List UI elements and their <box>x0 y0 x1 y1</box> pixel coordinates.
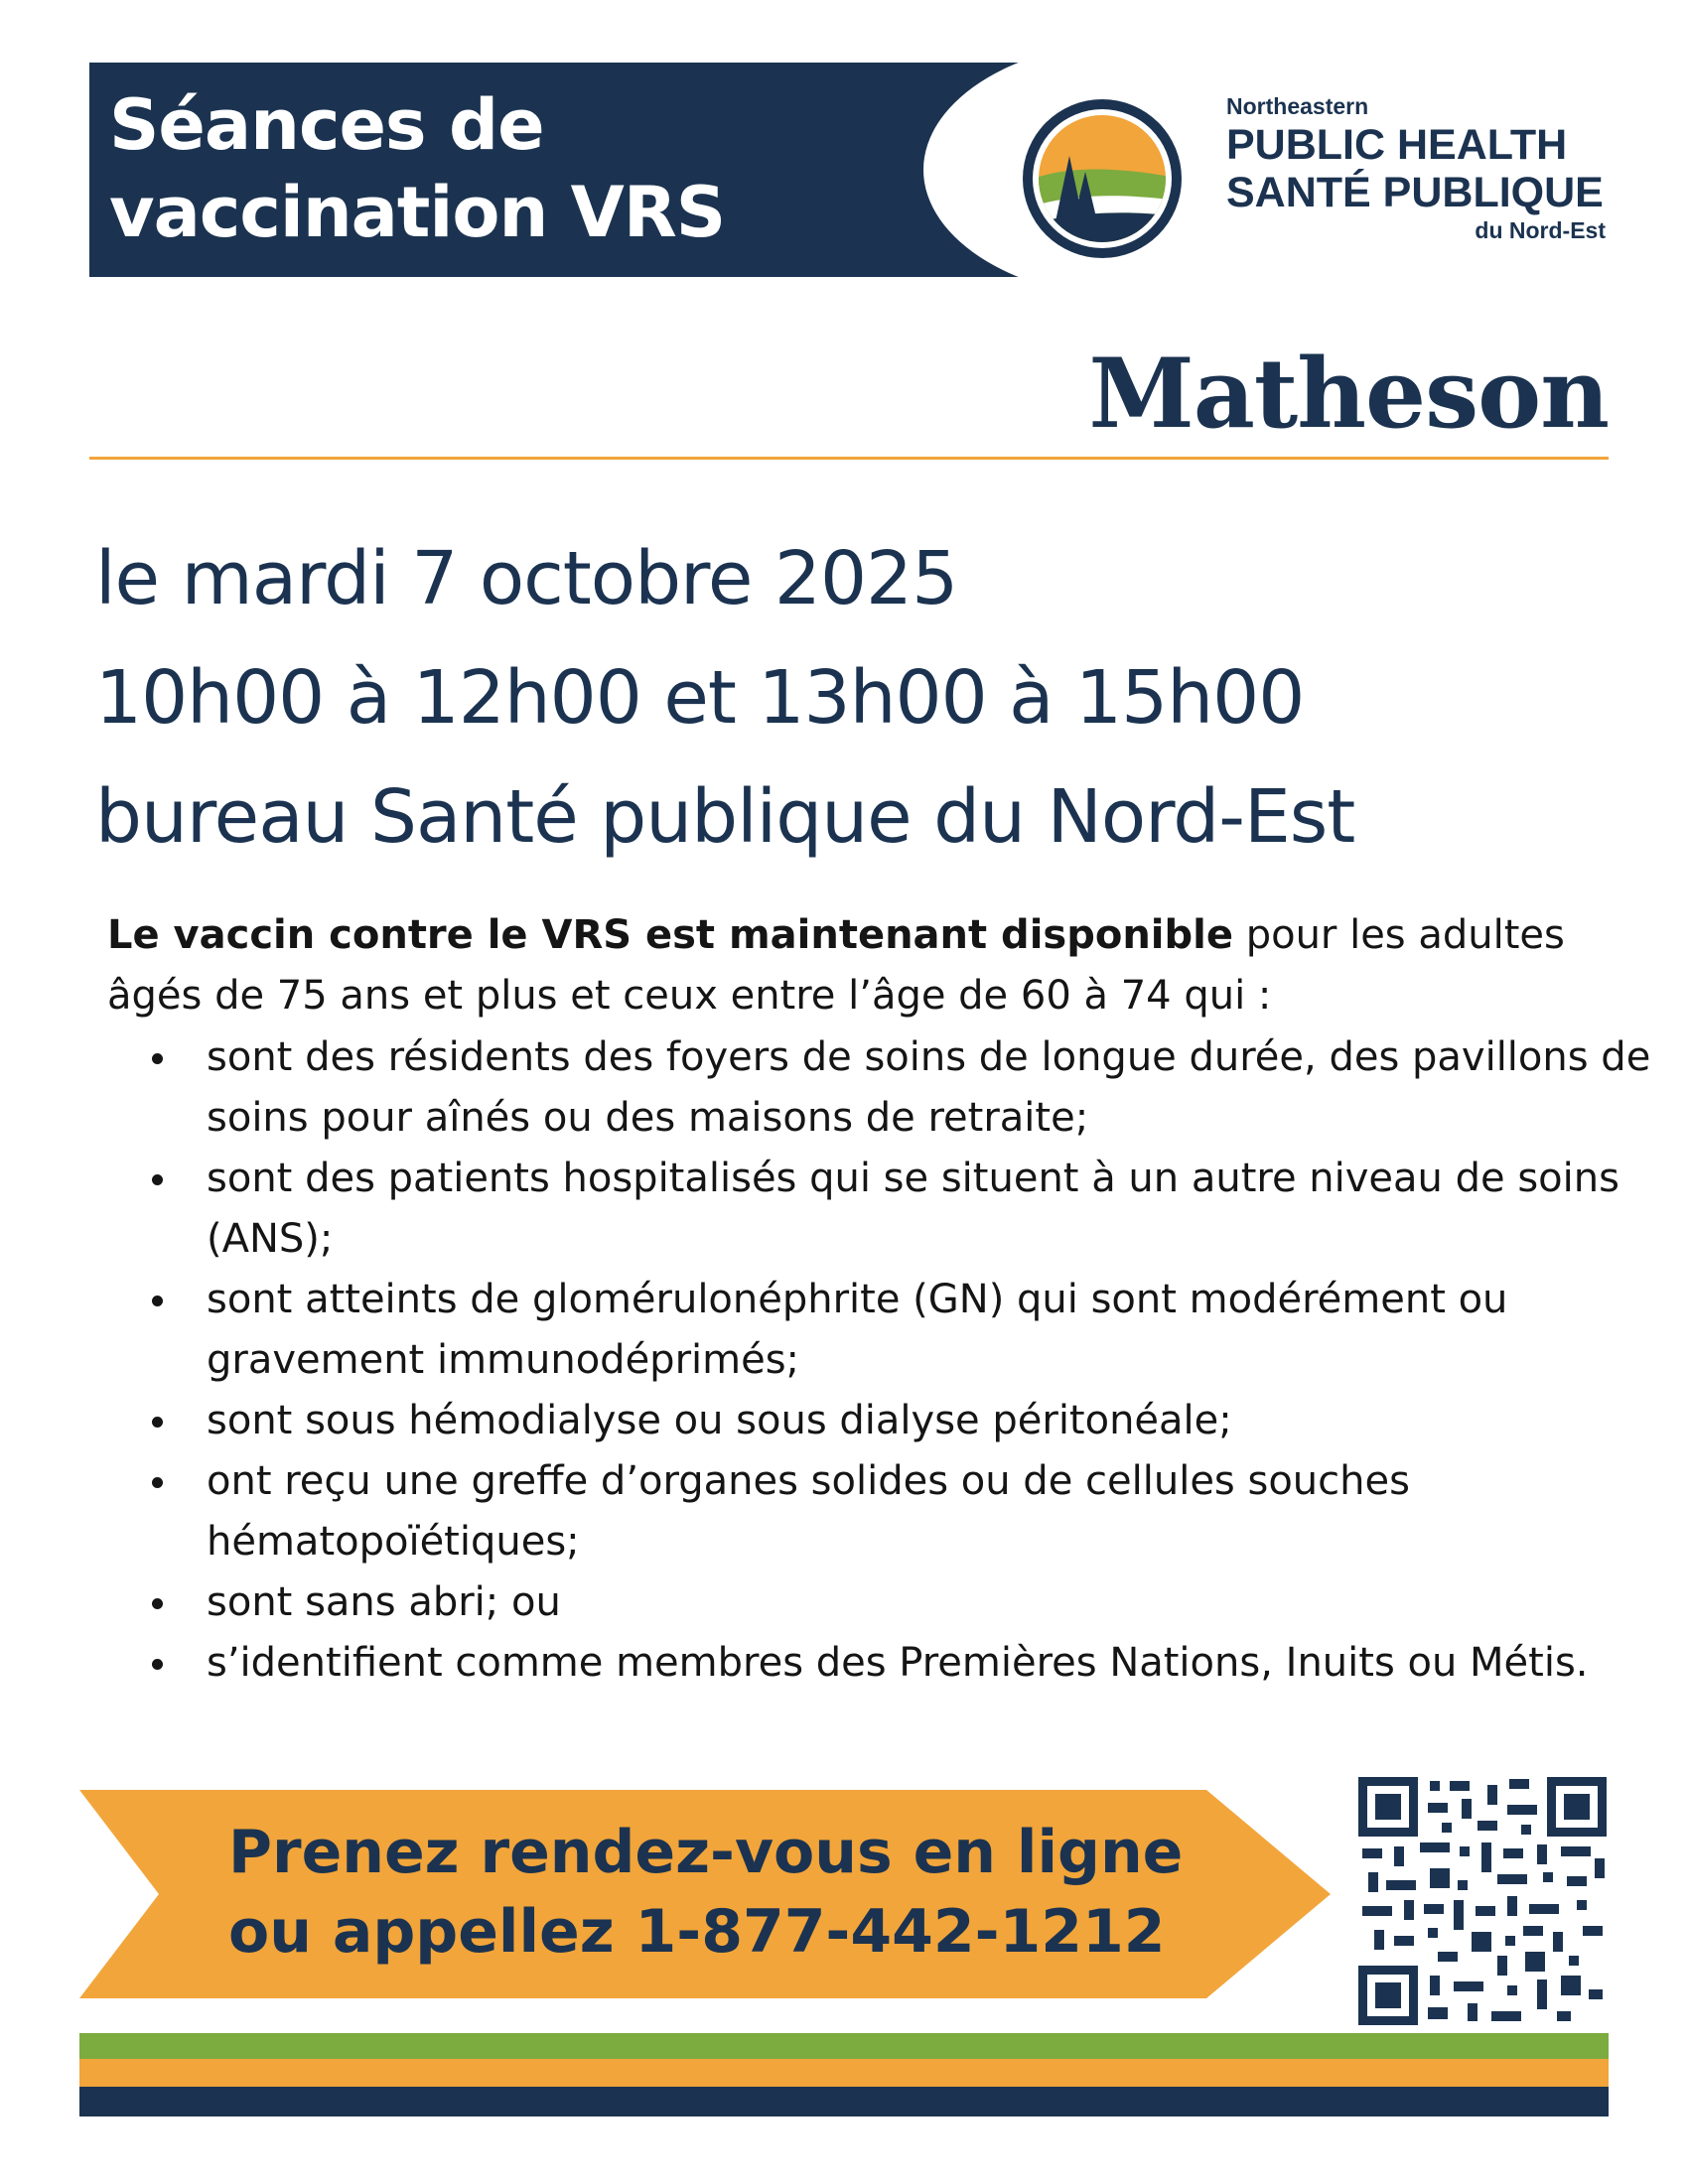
list-item: sont des résidents des foyers de soins de longue durée, des pavillons de soins pour aînés ou des maisons de retraite; <box>207 1027 1688 1149</box>
list-item: sont sans abri; ou <box>207 1572 1688 1633</box>
intro-bold: Le vaccin contre le VRS est maintenant disponible <box>107 912 1233 958</box>
page-title <box>109 81 904 256</box>
landscape-trees-icon <box>1018 94 1187 263</box>
event-time: 10h00 à 12h00 et 13h00 à 15h00 <box>95 655 1305 741</box>
logo-line3: SANTÉ PUBLIQUE <box>1226 169 1604 216</box>
intro-rest: pour les adultes âgés de 75 ans et plus et ceux entre l’âge de 60 à 74 qui : <box>107 912 1565 1019</box>
footer-stripe-navy <box>79 2087 1609 2116</box>
divider <box>89 457 1609 460</box>
list-item: sont des patients hospitalisés qui se situent à un autre niveau de soins (ANS); <box>207 1149 1688 1270</box>
logo-line1: Northeastern <box>1226 93 1369 119</box>
logo-line4: du Nord-Est <box>1475 217 1606 243</box>
intro-paragraph <box>107 905 1617 1026</box>
location-title: Matheson <box>1088 338 1609 450</box>
list-item: s’identifient comme membres des Premières Nations, Inuits ou Métis. <box>207 1633 1688 1694</box>
list-item: ont reçu une greffe d’organes solides ou de cellules souches hématopoïétiques; <box>207 1451 1688 1572</box>
footer-stripe-orange <box>79 2059 1609 2087</box>
cta-line2: ou appellez 1-877-442-1212 <box>228 1897 1166 1967</box>
list-item: sont sous hémodialyse ou sous dialyse péritonéale; <box>207 1391 1688 1451</box>
list-item: sont atteints de glomérulonéphrite (GN) qui sont modérément ou gravement immunodéprimés; <box>207 1270 1688 1391</box>
cta-line1: Prenez rendez-vous en ligne <box>228 1818 1184 1887</box>
logo-line2: PUBLIC HEALTH <box>1226 121 1568 169</box>
footer-stripe-green <box>79 2033 1609 2059</box>
eligibility-list <box>107 1027 1688 1694</box>
event-place: bureau Santé publique du Nord-Est <box>95 774 1355 860</box>
cta-text <box>228 1813 1221 1972</box>
qr-code-icon[interactable] <box>1358 1777 1607 2025</box>
event-date: le mardi 7 octobre 2025 <box>95 536 958 621</box>
page-title-line2: vaccination VRS <box>109 172 726 253</box>
page-title-line1: Séances de <box>109 84 544 166</box>
organization-logo <box>1226 91 1604 244</box>
